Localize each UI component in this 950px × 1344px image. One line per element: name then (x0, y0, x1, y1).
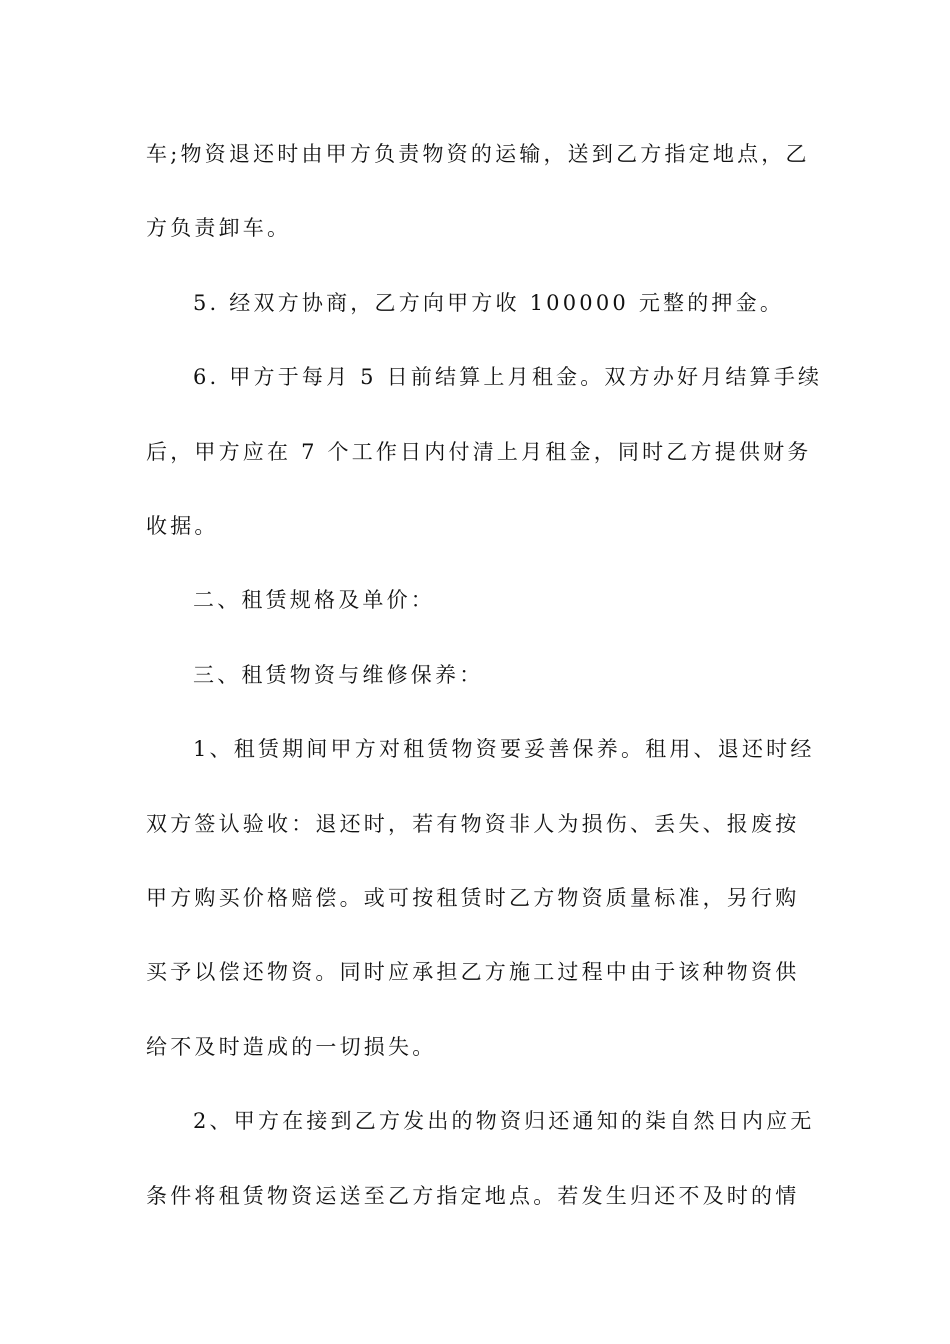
text-line: 双方签认验收：退还时，若有物资非人为损伤、丢失、报废按 (146, 811, 800, 836)
text-line: 车;物资退还时由甲方负责物资的运输，送到乙方指定地点，乙 (146, 142, 810, 166)
paragraph-settlement (146, 340, 823, 563)
text-line: 二、租赁规格及单价： (193, 588, 435, 613)
section-heading-maintenance (146, 638, 808, 712)
text-line: 后，甲方应在 7 个工作日内付清上月租金，同时乙方提供财务 (146, 439, 812, 464)
text-line: 收据。 (146, 514, 219, 539)
paragraph-maintenance-1 (146, 712, 815, 1084)
text-line: 买予以偿还物资。同时应承担乙方施工过程中由于该种物资供 (146, 960, 800, 985)
text-line: 方负责卸车。 (146, 216, 292, 241)
text-line: 1、租赁期间甲方对租赁物资要妥善保养。租用、退还时经 (193, 737, 815, 762)
section-heading-specs (146, 563, 808, 637)
paragraph-deposit (146, 266, 808, 340)
text-line: 2、甲方在接到乙方发出的物资归还通知的柒自然日内应无 (193, 1109, 815, 1134)
text-line: 条件将租赁物资运送至乙方指定地点。若发生归还不及时的情 (146, 1183, 800, 1208)
text-line: 6. 甲方于每月 5 日前结算上月租金。双方办好月结算手续 (193, 365, 823, 390)
paragraph-transport (146, 117, 808, 266)
paragraph-maintenance-2 (146, 1084, 815, 1233)
text-line: 给不及时造成的一切损失。 (146, 1034, 437, 1059)
text-line: 三、租赁物资与维修保养： (193, 662, 484, 687)
text-line: 甲方购买价格赔偿。或可按租赁时乙方物资质量标准，另行购 (146, 886, 800, 911)
document-body (146, 117, 823, 1233)
text-line: 5. 经双方协商，乙方向甲方收 100000 元整的押金。 (193, 290, 785, 315)
